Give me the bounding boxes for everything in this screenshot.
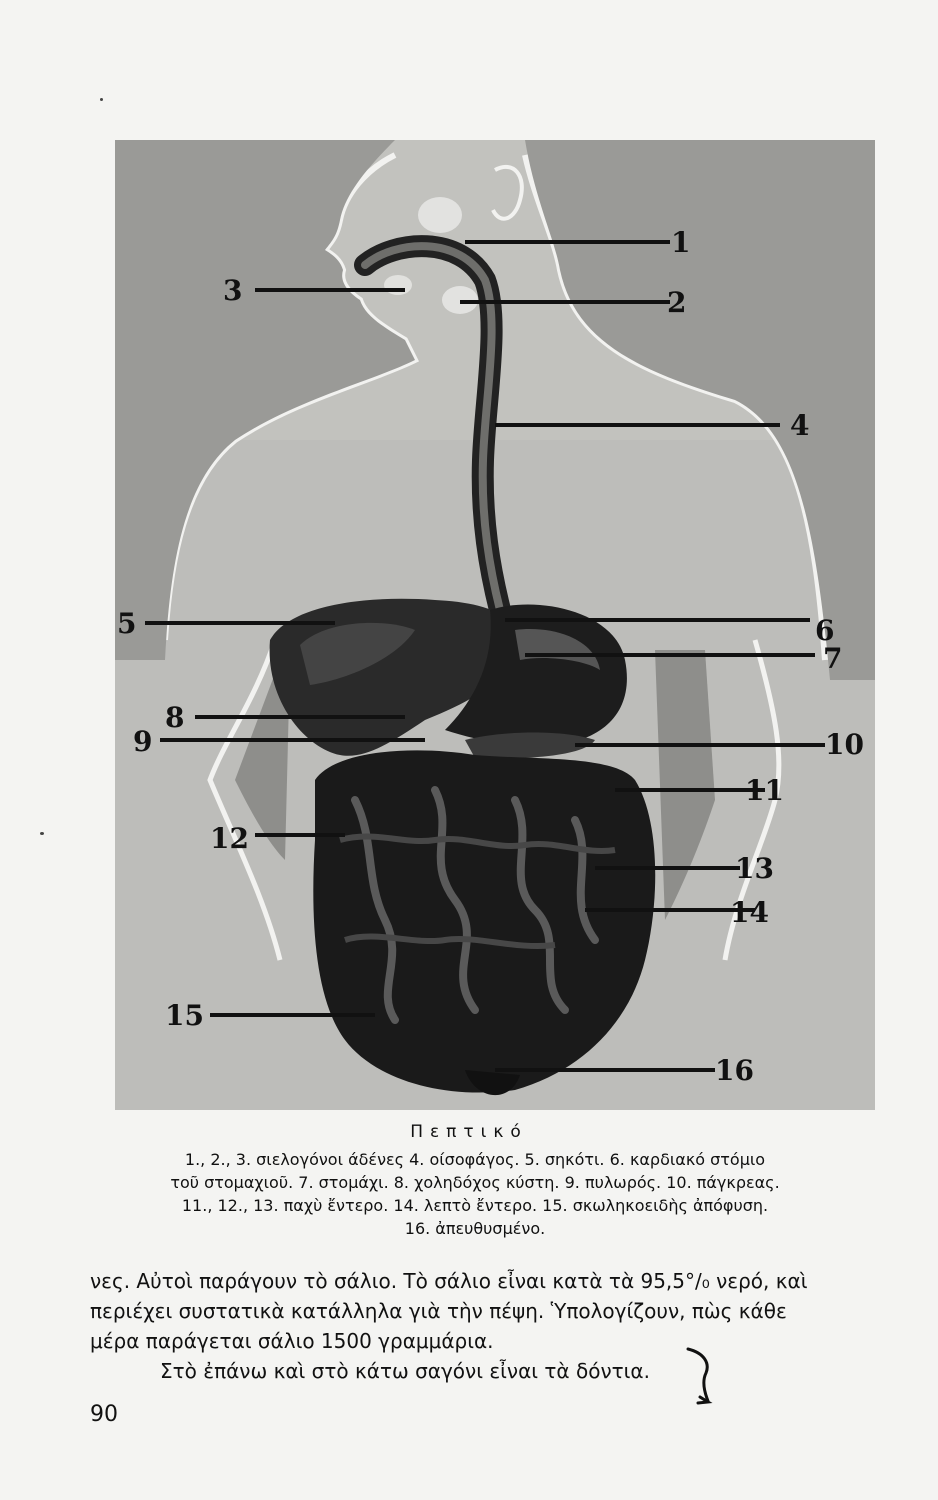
- text-line: Στὸ ἐπάνω καὶ στὸ κάτω σαγόνι εἶναι τὰ δόντια.: [160, 1359, 650, 1383]
- label-16: 16: [715, 1054, 754, 1087]
- label-15: 15: [165, 999, 204, 1032]
- legend-line: 1., 2., 3. σιελογόνοι άδένες 4. οίσοφάγος. 5. σηκότι. 6. καρδιακό στόμιο: [184, 1150, 766, 1169]
- label-13: 13: [735, 852, 774, 885]
- page-number: 90: [90, 1402, 118, 1427]
- digestive-system-figure: [115, 140, 875, 1110]
- ink-speck: [40, 832, 44, 835]
- text-line: μέρα παράγεται σάλιο 1500 γραμμάρια.: [90, 1329, 494, 1353]
- text-line: περιέχει συστατικὰ κατάλληλα γιὰ τὴν πέψη. Ὑπολογίζουν, πὼς κάθε: [90, 1299, 787, 1323]
- text-line: νες. Αὐτοὶ παράγουν τὸ σάλιο. Τὸ σάλιο εἶναι κατὰ τὰ 95,5°/₀ νερό, καὶ: [90, 1269, 808, 1293]
- legend-line: 16. ἀπευθυσμένο.: [404, 1219, 546, 1238]
- label-11: 11: [745, 774, 784, 807]
- legend-line: 11., 12., 13. παχὺ ἔντερο. 14. λεπτὸ ἔντερο. 15. σκωληκοειδὴς ἀπόφυση.: [181, 1196, 769, 1215]
- label-1: 1: [671, 226, 691, 259]
- legend-line: τοῦ στομαχιοῦ. 7. στομάχι. 8. χοληδόχος κύστη. 9. πυλωρός. 10. πάγκρεας.: [170, 1173, 780, 1192]
- label-6: 6: [815, 614, 835, 647]
- label-3: 3: [223, 274, 243, 307]
- label-9: 9: [133, 725, 153, 758]
- digestive-system-illustration: [115, 140, 875, 1110]
- label-2: 2: [667, 286, 687, 319]
- ink-speck: [100, 98, 103, 101]
- label-7: 7: [823, 642, 843, 675]
- label-4: 4: [790, 409, 810, 442]
- figure-legend: [125, 1148, 825, 1240]
- body-paragraph: [90, 1266, 880, 1386]
- label-10: 10: [825, 728, 864, 761]
- label-14: 14: [730, 896, 769, 929]
- figure-caption-title: Πεπτικό: [410, 1122, 528, 1142]
- label-5: 5: [117, 607, 137, 640]
- label-8: 8: [165, 701, 185, 734]
- label-12: 12: [210, 822, 249, 855]
- handwritten-bracket-mark: [680, 1347, 720, 1405]
